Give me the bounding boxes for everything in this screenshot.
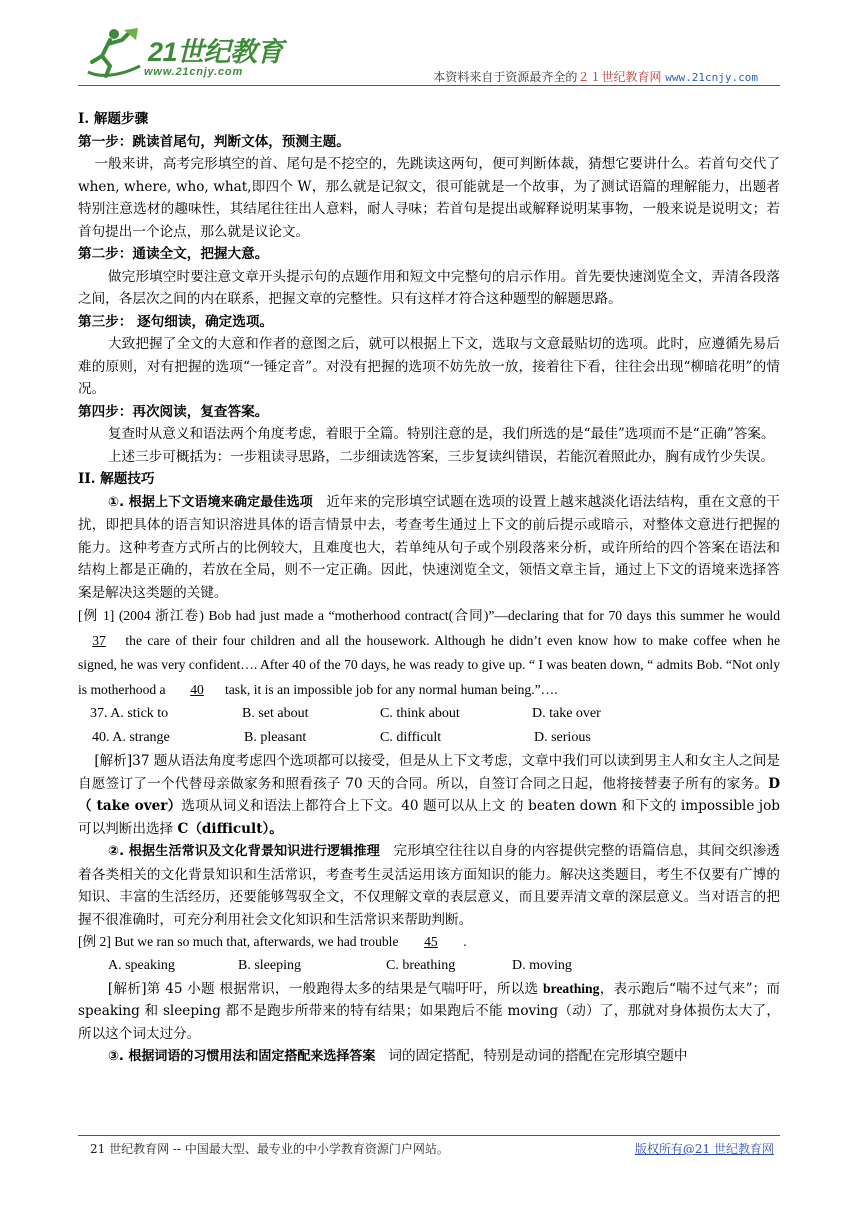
source-prefix: 本资料来自于资源最齐全的 [433, 70, 578, 84]
technique3 [78, 1045, 780, 1069]
option-40-b: B. pleasant [244, 730, 307, 745]
steps-summary: 上述三步可概括为：一步粗读寻思路，二步细读选答案，三步复读纠错误，若能沉着照此办，胸有成竹少失误。 [107, 448, 774, 465]
option-37-a: 37. A. stick to [90, 706, 169, 721]
source-site[interactable]: ２１世纪教育网 [577, 70, 662, 84]
section-title-steps: I. 解题步骤 [78, 111, 149, 127]
options-40 [78, 726, 780, 750]
analysis2-text-a: [解析]第 45 小题 根据常识，一般跑得太多的结果是气喘吁吁，所以选 [107, 980, 544, 997]
option-40-a: 40. A. strange [92, 730, 170, 745]
footer-copyright-link[interactable]: 版权所有@21 世纪教育网 [634, 1142, 774, 1156]
analysis1-answer-40: C（difficult）。 [177, 820, 283, 837]
step3-title: 第三步： 逐句细读，确定选项。 [78, 313, 274, 330]
option-37-d: D. take over [532, 706, 601, 721]
option-37-b: B. set about [242, 706, 309, 721]
site-logo[interactable] [80, 26, 290, 82]
step1-body: 一般来讲，高考完形填空的首、尾句是不挖空的，先跳读这两句，便可判断体裁，猜想它要讲什么。若首句交代了 when, where, who, what,即四个 W，那么就是记叙文，很可能就是一个故事，为了测试语篇的理解能力，出题者特别注意选材的趣味性，其结尾往往出人意料，耐人寻味；若首句是提出或解释说明某事物，一般来说是说明文；若首句提出一个论点，那么就是议论文。 [78, 156, 780, 240]
technique1-title: ①. 根据上下文语境来确定最佳选项 [107, 494, 313, 510]
analysis1-answer-37: D（ take over） [78, 775, 780, 814]
technique1 [78, 491, 780, 605]
page-header [78, 18, 780, 86]
example1-text-a: [例 1] (2004 浙江卷) Bob had just made a “motherhood contract(合同)”—declaring that for 70 days this summer he would [78, 608, 780, 623]
options-37 [78, 702, 780, 726]
option-45-d: D. moving [512, 957, 572, 973]
analysis2-text-c: ，表示跑后“喘不过气来”；而 speaking 和 sleeping 都不是跑步所带来的特有结果；如果跑后不能 moving（动）了，那就对身体损伤太大了，所以这个词太过分。 [78, 980, 780, 1042]
option-40-c: C. difficult [380, 730, 442, 745]
section-title-techniques: II. 解题技巧 [78, 471, 155, 487]
example2-text-b: . [459, 934, 467, 949]
runner-logo-icon [80, 26, 146, 82]
step4-body: 复查时从意义和语法两个角度考虑，着眼于全篇。特别注意的是，我们所选的是“最佳”选项而不是“正确”答案。 [107, 426, 775, 442]
option-45-a: A. speaking [108, 957, 175, 973]
example1-text-b: the care of their four children and all the housework. Although he didn’t even know how to make coffee when he signed, he was very confident…. After 40 of the 70 days, he was ready to give up. “ I was beaten down, “ admits Bob. “Not only is motherhood a [78, 632, 780, 697]
blank-40: 40 [190, 681, 204, 697]
example1-text-c: task, it is an impossible job for any normal human being.”…. [225, 681, 558, 697]
technique1-body: 近年来的完形填空试题在选项的设置上越来越淡化语法结构，重在文意的干扰，即把具体的语言知识溶进具体的语言情景中去，考查考生通过上下文的前后提示或暗示，对整体文意进行把握的能力。这种考查方式所占的比例较大，且难度也大，若单纯从句子或个别段落来分析，或许所给的四个答案在语法和结构上都是正确的，若放在全局，则不一定正确。因此，快速浏览全文，领悟文章主旨，通过上下文的语境来选择答案是解决这类题的关键。 [78, 493, 780, 601]
step4-title: 第四步：再次阅读，复查答案。 [78, 403, 269, 420]
logo-url: www.21cnjy.com [144, 66, 244, 78]
example2-text-a: [例 2] But we ran so much that, afterwards, we had trouble [78, 934, 402, 949]
option-45-b: B. sleeping [238, 957, 301, 973]
header-divider [78, 85, 780, 86]
source-url[interactable]: www.21cnjy.com [665, 71, 758, 84]
option-45-c: C. breathing [386, 957, 456, 973]
document-body [78, 108, 780, 1069]
analysis2-answer: breathing [543, 980, 600, 996]
example2-analysis [78, 978, 780, 1046]
example1-analysis [78, 750, 780, 840]
options-45 [78, 954, 780, 978]
technique3-body: 词的固定搭配，特别是动词的搭配在完形填空题中 [388, 1048, 688, 1064]
technique2 [78, 840, 780, 931]
step3-body: 大致把握了全文的大意和作者的意图之后，就可以根据上下文，选取与文意最贴切的选项。此时，应遵循先易后难的原则，对有把握的选项“一锤定音”。对没有把握的选项不妨先放一放，接着往下看，往往会出现“柳暗花明”的情况。 [78, 336, 780, 397]
option-40-d: D. serious [534, 730, 591, 745]
blank-45: 45 [424, 934, 438, 949]
step2-title: 第二步：通读全文，把握大意。 [78, 246, 269, 262]
logo-title: 21世纪教育 [148, 37, 284, 67]
footer-divider [78, 1135, 780, 1136]
analysis1-text-c: 选项从词义和语法上都符合上下文。40 题可以从上文 的 beaten down 和下文的 impossible job 可以判断出选择 [78, 798, 780, 837]
step1-title: 第一步：跳读首尾句，判断文体，预测主题。 [78, 133, 350, 150]
technique2-title: ②. 根据生活常识及文化背景知识进行逻辑推理 [107, 844, 380, 859]
example2-passage [78, 931, 780, 954]
analysis1-text-a: [解析]37 题从语法角度考虑四个选项都可以接受，但是从上下文考虑，文章中我们可以读到男主人和女主人之间是自愿签订了一个代替母亲做家务和照看孩子 70 天的合同。所以，自签订合同之日起，他将接替妻子所有的家务。 [78, 753, 780, 792]
footer-tagline: 21 世纪教育网 -- 中国最大型、最专业的中小学教育资源门户网站。 [90, 1142, 449, 1156]
option-37-c: C. think about [380, 706, 460, 721]
source-note [433, 68, 758, 85]
blank-37: 37 [92, 632, 106, 648]
step2-body: 做完形填空时要注意文章开头提示句的点题作用和短文中完整句的启示作用。首先要快速浏览全文，弄清各段落之间，各层次之间的内在联系，把握文章的完整性。只有这样才符合这种题型的解题思路。 [78, 268, 780, 307]
example1-passage [78, 604, 780, 702]
technique2-body: 完形填空往往以自身的内容提供完整的语篇信息，其间交织渗透着各类相关的文化背景知识和生活常识，考查考生灵活运用该方面知识的能力。解决这类题目，考生不仅要有广博的知识、丰富的生活经历，还要能够驾驭全文，不仅理解文章的表层意义，而且要弄清文章的深层意义。当对语言的把握不很准确时，可充分利用社会文化知识和生活常识来帮助判断。 [78, 843, 781, 928]
technique3-title: ③. 根据词语的习惯用法和固定搭配来选择答案 [107, 1049, 376, 1064]
